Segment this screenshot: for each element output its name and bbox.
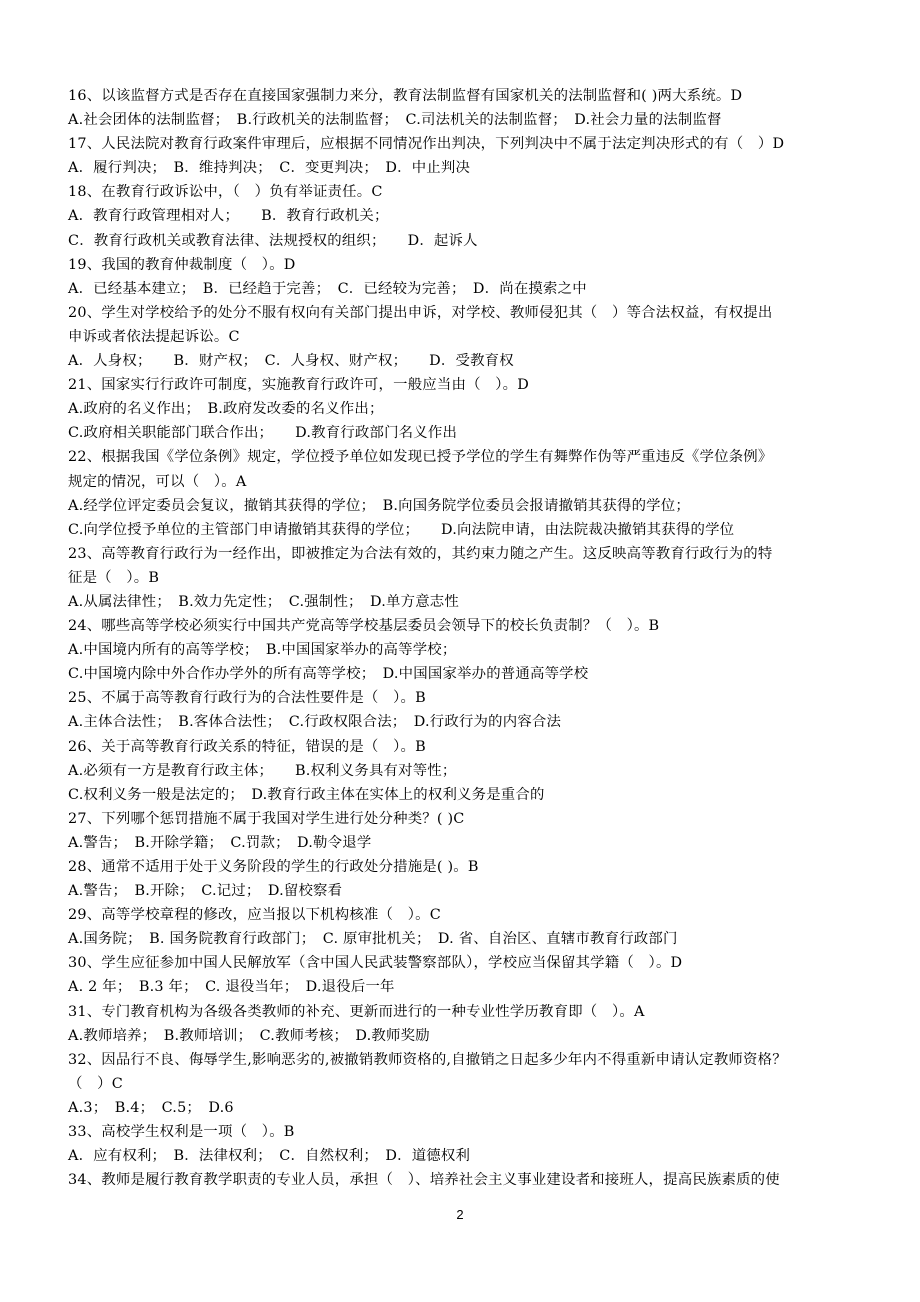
- page-number: 2: [456, 1207, 464, 1222]
- text-line: 20、学生对学校给予的处分不服有权向有关部门提出申诉，对学校、教师侵犯其（ ）等合法权益，有权提出: [68, 304, 773, 321]
- text-line: 申诉或者依法提起诉讼。C: [68, 328, 240, 345]
- document-body: [68, 84, 853, 1192]
- text-line: 17、人民法院对教育行政案件审理后，应根据不同情况作出判决，下列判决中不属于法定判决形式的有（ ）D: [68, 136, 785, 153]
- text-line: 22、根据我国《学位条例》规定，学位授予单位如发现已授予学位的学生有舞弊作伪等严重违反《学位条例》: [68, 449, 773, 466]
- text-line: A.国务院； B. 国务院教育行政部门； C. 原审批机关； D. 省、自治区、直辖市教育行政部门: [68, 931, 678, 948]
- text-line: A.主体合法性； B.客体合法性； C.行政权限合法； D.行政行为的内容合法: [68, 714, 562, 731]
- text-line: 19、我国的教育仲裁制度（ ）。D: [68, 256, 296, 273]
- text-line: C.向学位授予单位的主管部门申请撤销其获得的学位； D.向法院申请，由法院裁决撤销其获得的学位: [68, 521, 735, 538]
- text-line: 33、高校学生权利是一项（ ）。B: [68, 1124, 295, 1141]
- text-line: 29、高等学校章程的修改，应当报以下机构核准（ ）。C: [68, 907, 441, 924]
- text-line: A.经学位评定委员会复议，撤销其获得的学位； B.向国务院学位委员会报请撤销其获得的学位；: [68, 497, 690, 514]
- text-line: 28、通常不适用于处于义务阶段的学生的行政处分措施是( )。B: [68, 859, 479, 875]
- text-line: C.中国境内除中外合作办学外的所有高等学校； D.中国国家举办的普通高等学校: [68, 666, 589, 683]
- text-line: A. 2 年； B.3 年； C. 退役当年； D.退役后一年: [68, 979, 395, 996]
- text-line: A.教师培养； B.教师培训； C.教师考核； D.教师奖励: [68, 1027, 430, 1044]
- text-line: C.权利义务一般是法定的； D.教育行政主体在实体上的权利义务是重合的: [68, 786, 545, 803]
- text-line: 21、国家实行行政许可制度，实施教育行政许可，一般应当由（ ）。D: [68, 377, 529, 394]
- text-line: A.警告； B.开除； C.记过； D.留校察看: [68, 883, 343, 900]
- text-line: A．应有权利； B．法律权利； C．自然权利； D．道德权利: [68, 1148, 471, 1165]
- text-line: 34、教师是履行教育教学职责的专业人员，承担（ ）、培养社会主义事业建设者和接班人，提高民族素质的使: [68, 1172, 780, 1189]
- text-line: A．人身权； B．财产权； C．人身权、财产权； D．受教育权: [68, 353, 514, 370]
- text-line: 16、以该监督方式是否存在直接国家强制力来分，教育法制监督有国家机关的法制监督和( )两大系统。D: [68, 88, 743, 104]
- text-line: A．履行判决； B．维持判决； C．变更判决； D．中止判决: [68, 160, 471, 177]
- text-line: （ ）C: [68, 1075, 123, 1092]
- text-line: A．已经基本建立； B．已经趋于完善； C．已经较为完善； D．尚在摸索之中: [68, 280, 587, 297]
- text-line: A.必须有一方是教育行政主体； B.权利义务具有对等性；: [68, 762, 457, 779]
- text-line: A.警告； B.开除学籍； C.罚款； D.勒令退学: [68, 834, 372, 851]
- text-line: 18、在教育行政诉讼中，（ ）负有举证责任。C: [68, 184, 383, 201]
- text-line: 23、高等教育行政行为一经作出，即被推定为合法有效的，其约束力随之产生。这反映高等教育行政行为的特: [68, 545, 773, 562]
- text-line: 25、不属于高等教育行政行为的合法性要件是（ ）。B: [68, 690, 426, 707]
- text-line: 征是（ ）。B: [68, 569, 160, 586]
- text-line: 26、关于高等教育行政关系的特征，错误的是（ ）。B: [68, 738, 426, 755]
- text-line: A.从属法律性； B.效力先定性； C.强制性； D.单方意志性: [68, 593, 459, 610]
- text-line: 27、下列哪个惩罚措施不属于我国对学生进行处分种类？( )C: [68, 810, 465, 827]
- text-line: A.社会团体的法制监督； B.行政机关的法制监督； C.司法机关的法制监督； D.社会力量的法制监督: [68, 112, 722, 129]
- text-line: C.政府相关职能部门联合作出； D.教育行政部门名义作出: [68, 425, 458, 442]
- text-line: C．教育行政机关或教育法律、法规授权的组织； D．起诉人: [68, 232, 478, 249]
- text-line: A.中国境内所有的高等学校； B.中国国家举办的高等学校；: [68, 642, 457, 659]
- text-line: A.3； B.4； C.5； D.6: [68, 1099, 234, 1116]
- text-line: A．教育行政管理相对人； B．教育行政机关；: [68, 208, 389, 225]
- text-line: 规定的情况，可以（ ）。A: [68, 473, 247, 490]
- text-line: 30、学生应征参加中国人民解放军（含中国人民武装警察部队），学校应当保留其学籍（ ）。D: [68, 955, 683, 972]
- text-line: 31、专门教育机构为各级各类教师的补充、更新而进行的一种专业性学历教育即（ ）。A: [68, 1003, 645, 1020]
- text-line: 32、因品行不良、侮辱学生,影响恶劣的,被撤销教师资格的,自撤销之日起多少年内不得重新申请认定教师资格？: [68, 1051, 787, 1068]
- text-line: A.政府的名义作出； B.政府发改委的名义作出；: [68, 401, 384, 418]
- text-line: 24、哪些高等学校必须实行中国共产党高等学校基层委员会领导下的校长负责制？（ ）。B: [68, 618, 660, 635]
